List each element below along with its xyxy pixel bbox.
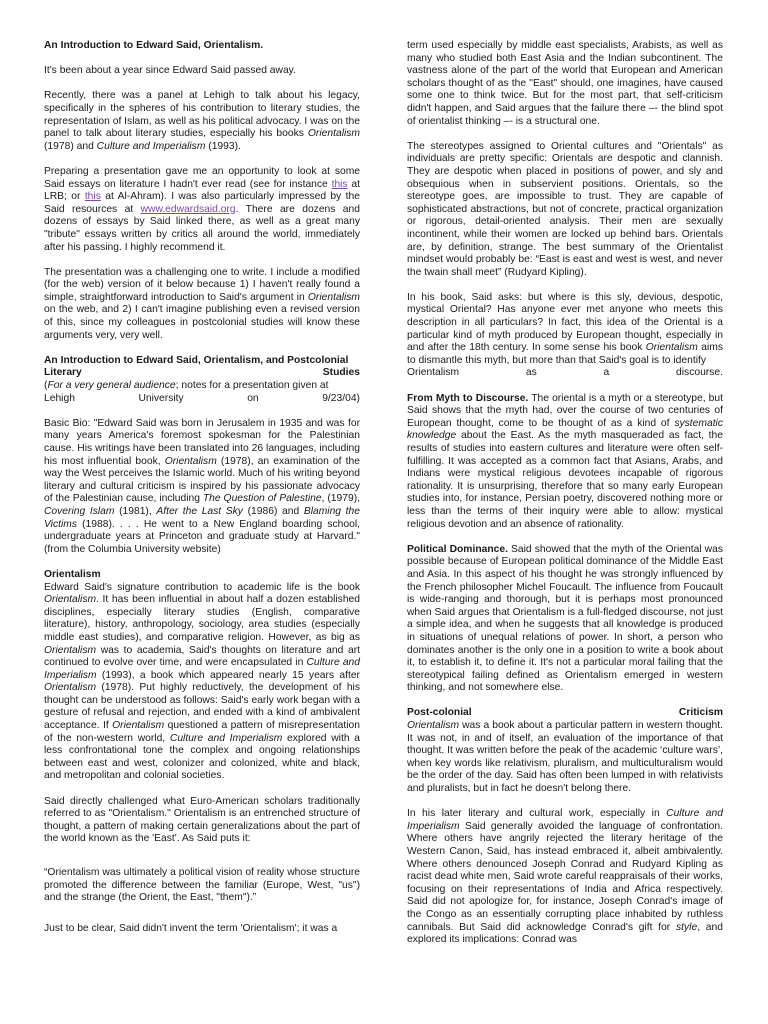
text-run: explored with a less confrontational tone the complex and ongoing relationships between east and west, colonizer and colonized, white and black, and metropolitan and colonial societies. (44, 732, 360, 782)
text-run: as (525, 367, 537, 379)
text-run: University (138, 392, 184, 404)
text-run: Post-colonial (407, 707, 472, 719)
continued-paragraph: term used especially by middle east specialists, Arabists, as well as many who studied both East Asia and the Indian subcontinent. The vastness alone of the part of the world that European and American scholars thought of as the "East" should, one imagines, have caused some one to think twice. But for the most part, that self-criticism didn't happen, and Said argues that the failure there –- the blind spot of orientalist thinking –- is a structural one. (407, 40, 723, 127)
text-run: Basic Bio: "Edward Said was born in Jerusalem in 1935 and was for many years America's foremost spokesman for the Palestinian cause. His writings have been translated into 26 languages, including his most influential book, (44, 417, 360, 467)
text-run: was a book about a particular pattern in western thought. It was not, in and of itself, an evaluation of the importance of that thought. It was written before the peak of the academic ‘culture wars’, when key words like relativism, pluralism, and multiculturalism would be the order of the day. Said has often been lumped in with relativists and pluralists, but in fact he doesn't belong there. (407, 720, 723, 795)
clear-paragraph: Just to be clear, Said didn't invent the term 'Orientalism'; it was a (44, 922, 338, 934)
al-ahram-link[interactable]: this (84, 191, 101, 203)
text-run: Said showed that the myth of the Oriental was possible because of European political dominance of the Middle East and Asia. In this aspect of his thought he was strongly influenced by the French philosopher Michel Foucault. The influence from Foucault is wide-ranging and thorough, but it is perhaps most pronounced when Said argues that Orientalism is a full-fledged discourse, not just a simple idea, and when he suggests that all knowledge is produced in situations of unequal relations of power. In short, a person who dominates another is the only one in a position to write a book about it, to establish it, to define it. It's not a particular moral failing that the stereotypical failing defined as Orientalism emerged in western thinking, and not somewhere else. (407, 543, 723, 694)
text-run: on (247, 392, 259, 404)
text-run: (1978). Put highly reductively, the development of his thought can be understood as follows: Said's early work began with a gesture of refusal and rejection, and ended with a kind of ambivalent acceptance. If (44, 682, 360, 732)
left-column (44, 40, 360, 948)
text-run: In his book, Said asks: but where is this sly, devious, despotic, mystical Oriental? Has anyone ever met anyone who meets this description in all particulars? In fact, this idea of the Oriental is a particular kind of myth produced by European thought, especially in and after the 18th century. In some sense his book (407, 291, 723, 354)
book-title: Orientalism (645, 342, 698, 354)
inline-heading: From Myth to Discourse. (407, 392, 529, 404)
text-run: discourse. (676, 367, 723, 379)
stereotypes-paragraph: The stereotypes assigned to Oriental cultures and "Orientals" as individuals are pretty specific: Orientals are despotic and clannish. They are despotic when placed in positions of power, and sly and obsequious when in subservient positions. Orientals, so the stereotype goes, are impossible to trust. They are capable of sophisticated abstractions, but not of concrete, practical organization or rigorous, detail-oriented analysis. Their men are sexually incontinent, while their women are locked up behind bars. Orientals are, by definition, strange. The best summary of the Orientalist mindset would probably be: “East is east and west is west, and never the twain shall meet” (Rudyard Kipling). (407, 140, 723, 278)
text-run: ( (44, 380, 48, 392)
book-title: Culture and Imperialism (44, 657, 361, 681)
text-run: Criticism (678, 707, 723, 719)
text-run: In his later literary and cultural work, especially in (407, 808, 667, 820)
section-heading-orientalism: Orientalism (44, 568, 101, 580)
book-title: Orientalism (407, 720, 460, 732)
book-title: Orientalism (44, 644, 97, 656)
heading-line: An Introduction to Edward Said, Orientalism, and Postcolonial (44, 354, 349, 366)
book-title: The Question of Palestine (202, 493, 322, 505)
book-title: Culture and Imperialism (96, 140, 206, 152)
text-run: Recently, there was a panel at Lehigh to talk about his legacy, specifically in the spheres of his contribution to literary studies, the representation of Islam, as well as his political advocacy. I was on the panel to talk about literary studies, especially his books (44, 90, 360, 140)
text-run: The oriental is a myth or a stereotype, but Said shows that the myth had, over the course of two centuries of European thought, come to be thought of as a kind of (407, 392, 723, 429)
intro-paragraph: It's been about a year since Edward Said passed away. (44, 65, 296, 77)
edwardsaid-org-link[interactable]: www.edwardsaid.org (140, 203, 236, 215)
book-title: Orientalism (307, 128, 360, 140)
text-run: questioned a pattern of misrepresentation of the non-western world, (44, 720, 360, 744)
text-run: (1978), an examination of the way the West perceives the Islamic world. Much of his writing beyond literary and cultural criticism is inspired by his passionate advocacy of the Palestinian cause, including (44, 455, 360, 505)
text-run: about the East. As the myth masqueraded as fact, the results of studies into eastern cultures and literature were often self-fulfilling. It was accepted as a common fact that Asians, Arabs, and Indians were mystical religious devotees incapable of rigorous rationality. It is unsurprising, therefore that so many early European studies into, for instance, Persian poetry, discovered nothing more or less than the terms of their inquiry were able to allow: mystical religious devotion and an absence of rationality. (407, 430, 723, 530)
challenge-paragraph: Said directly challenged what Euro-American scholars traditionally referred to as "Orientalism." Orientalism is an entrenched structure of thought, a pattern of making certain generalizations about the part of the world known as the 'East'. As Said puts it: (44, 795, 360, 845)
text-line (407, 367, 723, 380)
section-heading-intro (44, 355, 360, 405)
text-run: (1988). . . . He went to a New England boarding school, undergraduate years at Princeton and graduate study at Harvard." (from the Columbia University website) (44, 518, 360, 555)
text-run: (1978) and (44, 140, 97, 152)
book-title: Blaming the Victims (44, 505, 360, 530)
text-run: on the web, and 2) I can't imagine publishing even a revised version of this, since my colleagues in postcolonial studies will know these arguments very, very well. (44, 304, 360, 341)
book-title: Orientalism (44, 682, 97, 694)
section-heading-postcolonial (407, 707, 723, 720)
text-run: (1981), (114, 505, 157, 517)
book-title: Culture and Imperialism (407, 808, 723, 832)
text-run: Literary (44, 367, 82, 379)
said-quote: “Orientalism was ultimately a political vision of reality whose structure promoted the difference between the familiar (Europe, West, "us") and the strange (the Orient, the East, "them").” (44, 867, 360, 904)
panel-paragraph (44, 90, 360, 153)
text-run: ; notes for a presentation given at (175, 380, 329, 392)
book-title: Orientalism (164, 455, 217, 467)
text-run: (1986) and (242, 505, 304, 517)
text-run: systematic knowledge (407, 417, 723, 442)
book-title: Covering Islam (44, 505, 115, 517)
postcolonial-paragraph (407, 720, 723, 796)
text-run: 9/23/04) (322, 392, 360, 404)
text-run: at LRB; or (44, 178, 360, 203)
text-run: Preparing a presentation gave me an opportunity to look at some Said essays on literature I hadn't ever read (see for instance (44, 165, 360, 190)
lrb-link[interactable]: this (331, 178, 348, 190)
text-run: Studies (322, 367, 360, 379)
presentation-paragraph (44, 267, 360, 343)
bio-paragraph (44, 418, 360, 557)
asks-paragraph (407, 292, 723, 380)
text-run: (1993), a book which appeared nearly 15 years after (96, 669, 360, 681)
later-work-paragraph (407, 808, 723, 947)
text-run: aims to dismantle this myth, but more than that Said's goal is to identify (407, 342, 723, 366)
text-run: Said generally avoided the language of confrontation. Where others have angrily rejected the literary heritage of the Western Canon, Said, has instead embraced it, albeit ambivalently. Where others denounced Joseph Conrad and Rudyard Kipling as racist dead white men, Said wrote careful reappraisals of their works, focusing on their representations of India and Africa respectively. Said did not apologize for, for instance, Joseph Conrad's image of the Congo as an essentially corrupting place inhabited by ruthless cannibals. But Said did acknowledge Conrad's gift for (407, 820, 723, 933)
inline-heading: Political Dominance. (407, 543, 508, 555)
presentation-note (44, 380, 360, 393)
text-run: was to academia, Said's thoughts on literature and art continued to evolve over time, and were encapsulated in (44, 644, 360, 669)
text-run: a (603, 367, 610, 379)
text-run: Orientalism (407, 367, 460, 379)
text-run: For a very general audience (47, 380, 176, 392)
text-run: (1993). (205, 140, 241, 152)
text-run: at Al-Ahram). I was also particularly impressed by the Said resources at (44, 191, 360, 215)
text-run: The presentation was a challenging one to write. I include a modified (for the web) version of it below because 1) I haven't really found a simple, straightforward introduction to Said's argument in (44, 266, 360, 303)
document-title: An Introduction to Edward Said, Orientalism. (44, 40, 264, 51)
myth-paragraph (407, 393, 723, 532)
text-run: , and explored its implications: Conrad was (407, 921, 723, 946)
preparing-paragraph (44, 166, 360, 254)
book-title: Orientalism (44, 594, 97, 606)
text-run: . There are dozens and dozens of essays by Said linked there, as well as a great many "tribute" essays written by critics all around the world, immediately after his passing. I highly recommend it. (44, 203, 360, 253)
book-title: After the Last Sky (156, 505, 243, 517)
text-run: , (1979), (321, 493, 360, 505)
text-run: Lehigh (44, 392, 75, 404)
book-title: Orientalism (307, 291, 360, 303)
right-column (407, 40, 723, 959)
presentation-note (44, 393, 360, 406)
book-title: Culture and Imperialism (169, 732, 283, 744)
postcolonial-section (407, 707, 723, 795)
text-block (407, 292, 723, 368)
orientalism-paragraph (44, 582, 360, 784)
text-run: . It has been influential in about half a dozen established disciplines, especially literary studies (English, comparative literature), history, anthropology, sociology, area studies (especially middle east studies), and comparative religion. However, as big as (44, 594, 360, 643)
political-paragraph (407, 544, 723, 695)
heading-line (44, 367, 360, 380)
text-run: Edward Said's signature contribution to academic life is the book (44, 581, 360, 593)
text-run: style (676, 921, 698, 933)
book-title: Orientalism (112, 720, 165, 732)
